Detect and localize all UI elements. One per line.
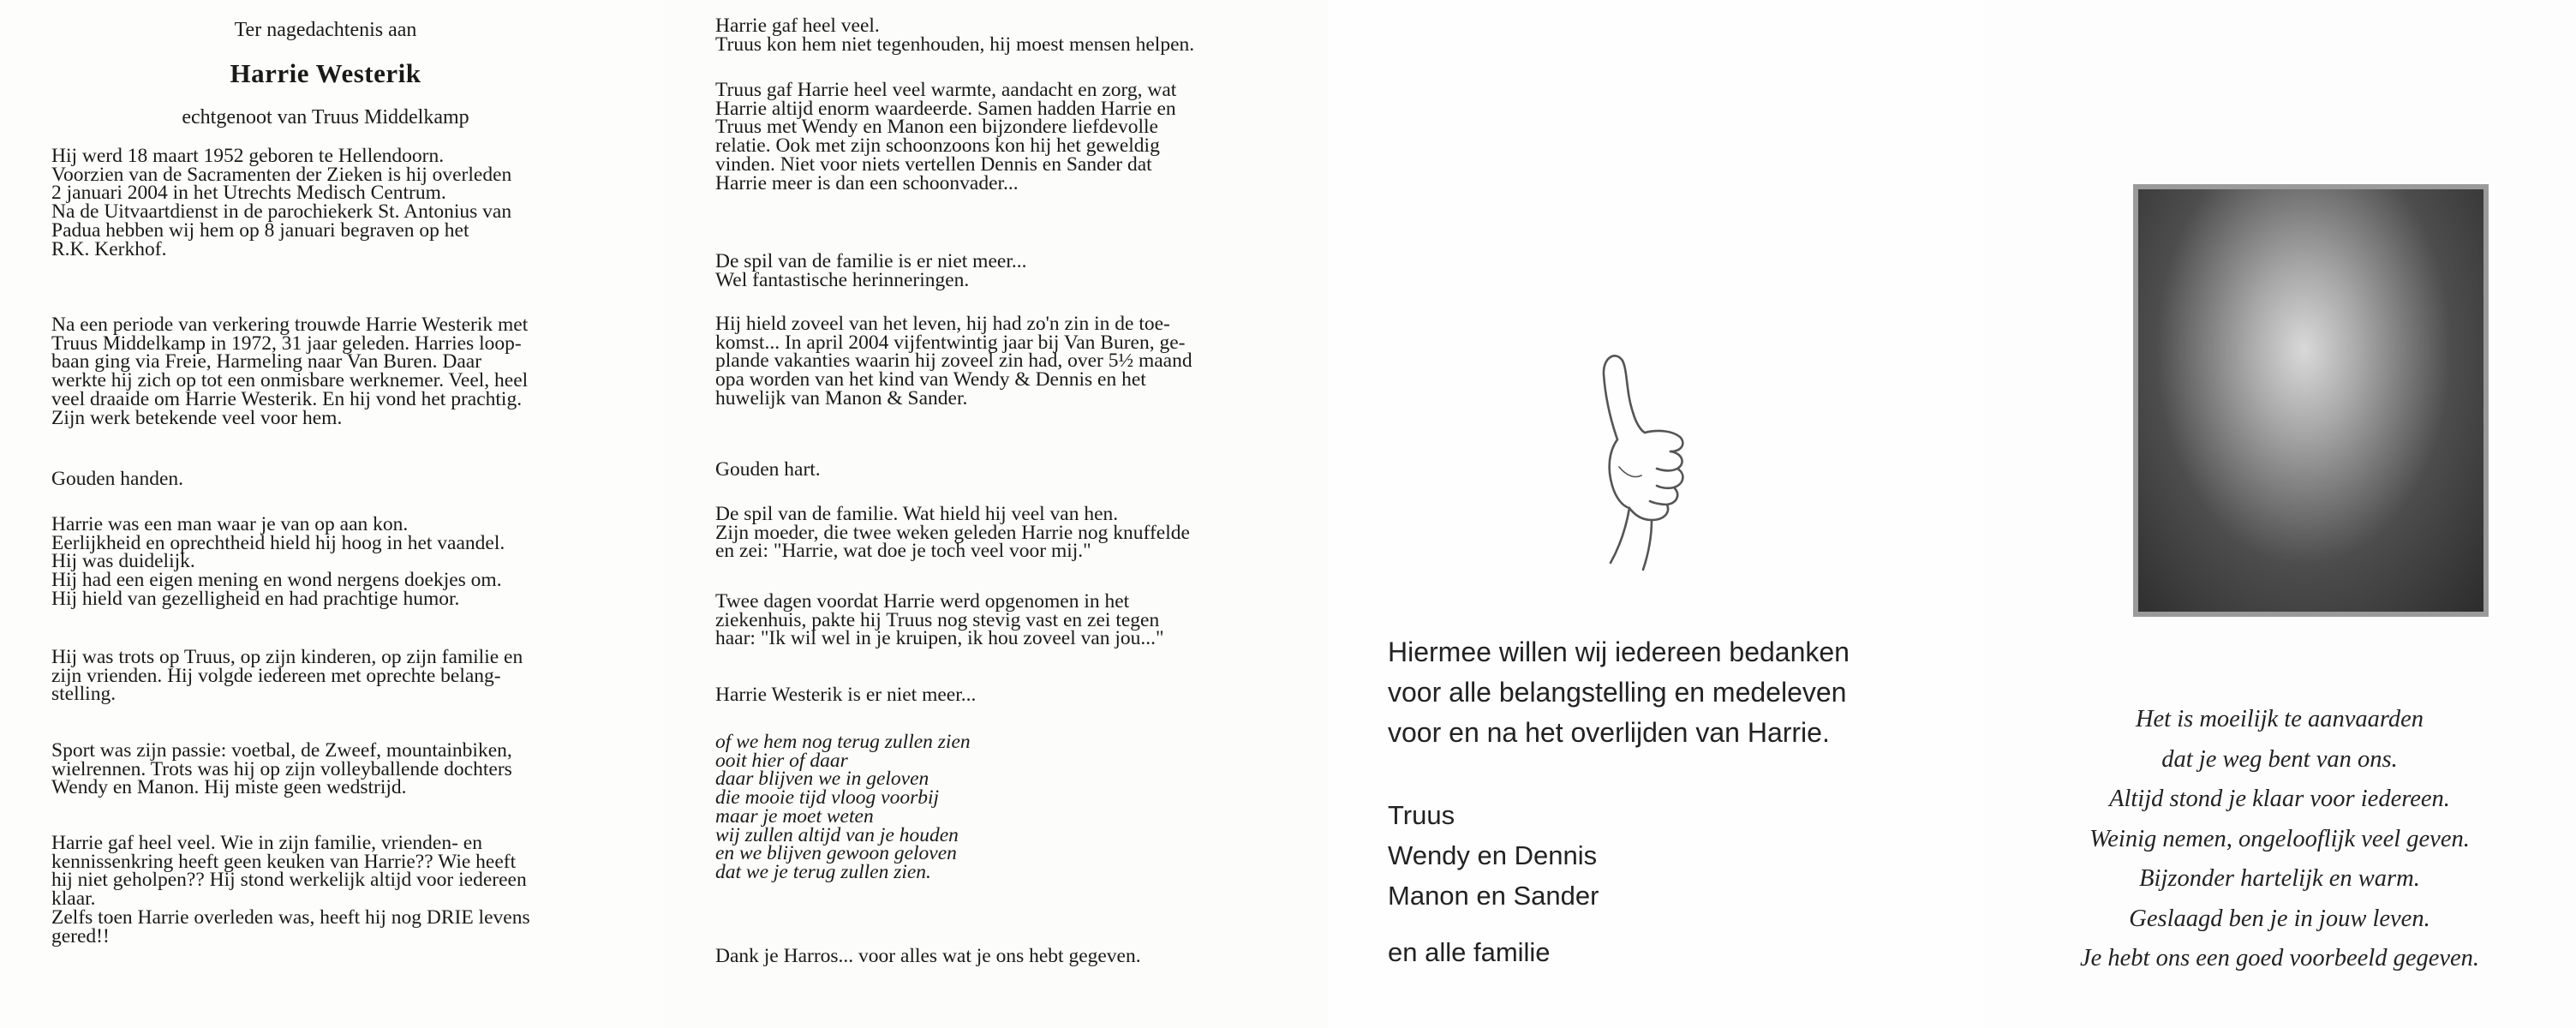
header-in-memory: Ter nagedachtenis aan bbox=[234, 19, 417, 41]
text-line: De spil van de familie. Wat hield hij veel van hen. bbox=[715, 503, 1119, 525]
verse-line: Weinig nemen, ongelooflijk veel geven. bbox=[2089, 825, 2470, 852]
family-name: Wendy en Dennis bbox=[1388, 840, 1598, 870]
poem-line: dat we je terug zullen zien. bbox=[715, 860, 931, 883]
thanks-line: Hiermee willen wij iedereen bedanken bbox=[1388, 637, 1850, 667]
paragraph bbox=[51, 316, 591, 427]
panel-obituary-right bbox=[664, 0, 1328, 1028]
text-line: Twee dagen voordat Harrie werd opgenomen in het bbox=[715, 590, 1130, 613]
text-line: komst... In april 2004 vijfentwintig jaar bij Van Buren, ge- bbox=[715, 331, 1186, 354]
text-line: plande vakanties waarin hij zoveel zin had, over 5½ maand bbox=[715, 350, 1192, 373]
family-name: Truus bbox=[1388, 800, 1455, 830]
thanks-line: voor en na het overlijden van Harrie. bbox=[1388, 717, 1830, 748]
text-line: Hij was duidelijk. bbox=[51, 550, 195, 573]
verse-line: Bijzonder hartelijk en warm. bbox=[2139, 865, 2420, 892]
text-line: Truus kon hem niet tegenhouden, hij moest mensen helpen. bbox=[715, 33, 1195, 56]
paragraph bbox=[51, 648, 591, 704]
text-line: werkte hij zich op tot een onmisbare werknemer. Veel, heel bbox=[51, 369, 529, 392]
family-name: Manon en Sander bbox=[1388, 881, 1599, 911]
panel-portrait bbox=[1983, 0, 2576, 1028]
poem-line: wij zullen altijd van je houden bbox=[715, 823, 959, 846]
text-line: wielrennen. Trots was hij op zijn volleyballende dochters bbox=[51, 757, 512, 780]
verse-line: Het is moeilijk te aanvaarden bbox=[2135, 706, 2424, 732]
text-line: Wel fantastische herinneringen. bbox=[715, 268, 970, 291]
text-line: Truus met Wendy en Manon een bijzondere liefdevolle bbox=[715, 116, 1158, 139]
text-line: haar: "Ik wil wel in je kruipen, ik hou zoveel van jou..." bbox=[715, 627, 1164, 650]
paragraph bbox=[715, 590, 1255, 650]
text-line: 2 januari 2004 in het Utrechts Medisch Centrum. bbox=[51, 182, 446, 205]
text-line: Hij hield zoveel van het leven, hij had zo'n zin in de toe- bbox=[715, 313, 1170, 335]
text-line: en zei: "Harrie, wat doe je toch veel voor mij." bbox=[715, 540, 1091, 563]
text-line: Na de Uitvaartdienst in de parochiekerk St. Antonius van bbox=[51, 200, 512, 224]
text-line: Zijn moeder, die twee weken geleden Harrie nog knuffelde bbox=[715, 521, 1190, 544]
paragraph bbox=[715, 458, 1255, 481]
paragraph bbox=[715, 250, 1255, 291]
paragraph bbox=[715, 315, 1255, 409]
paragraph bbox=[715, 17, 1255, 54]
paragraph bbox=[51, 834, 591, 946]
verse-line: Geslaagd ben je in jouw leven. bbox=[2129, 905, 2430, 932]
text-line: stelling. bbox=[51, 683, 117, 706]
text-line: Voorzien van de Sacramenten der Zieken is hij overleden bbox=[51, 163, 512, 186]
portrait-frame bbox=[2133, 184, 2489, 617]
panel-obituary-left bbox=[0, 0, 664, 1028]
text-line: gered!! bbox=[51, 924, 110, 947]
poem-line: daar blijven we in geloven bbox=[715, 768, 929, 791]
text-line: Hij werd 18 maart 1952 geboren te Hellendoorn. bbox=[51, 145, 445, 167]
text-line: zijn vrienden. Hij volgde iedereen met oprechte belang- bbox=[51, 664, 501, 687]
text-line: klaar. bbox=[51, 888, 96, 911]
thanks-message bbox=[1388, 632, 1919, 753]
text-line: Hij was trots op Truus, op zijn kinderen, op zijn familie en bbox=[51, 646, 523, 668]
verse-line: Je hebt ons een goed voorbeeld gegeven. bbox=[2079, 945, 2480, 971]
text-line: Na een periode van verkering trouwde Harrie Westerik met bbox=[51, 314, 529, 336]
text-line: Truus gaf Harrie heel veel warmte, aandacht en zorg, wat bbox=[715, 79, 1177, 101]
verse-line: Altijd stond je klaar voor iedereen. bbox=[2109, 786, 2450, 812]
text-line: Padua hebben wij hem op 8 januari begraven op het bbox=[51, 218, 469, 242]
text-line: vinden. Niet voor niets vertellen Dennis en Sander dat bbox=[715, 152, 1152, 176]
paragraph bbox=[51, 739, 591, 799]
text-line: Eerlijkheid en oprechtheid hield hij hoog in het vaandel. bbox=[51, 531, 505, 554]
family-names bbox=[1388, 795, 1730, 916]
all-family-line: en alle familie bbox=[1388, 937, 1551, 967]
text-line: ziekenhuis, pakte hij Truus nog stevig vast en zei tegen bbox=[715, 608, 1160, 631]
text-line: Harrie meer is dan een schoonvader... bbox=[715, 171, 1019, 194]
text-line: De spil van de familie is er niet meer... bbox=[715, 250, 1027, 272]
text-line: Harrie gaf heel veel. Wie in zijn familie, vrienden- en bbox=[51, 832, 482, 854]
poem-line: en we blijven gewoon geloven bbox=[715, 842, 957, 865]
portrait-photo bbox=[2138, 189, 2483, 612]
text-line: R.K. Kerkhof. bbox=[51, 237, 167, 260]
text-line: Gouden handen. bbox=[51, 468, 184, 490]
text-line: hij niet geholpen?? Hij stond werkelijk altijd voor iedereen bbox=[51, 869, 527, 892]
paragraph bbox=[715, 81, 1255, 193]
spouse-subtitle: echtgenoot van Truus Middelkamp bbox=[182, 106, 469, 128]
poem-line: die mooie tijd vloog voorbij bbox=[715, 786, 940, 810]
text-line: veel draaide om Harrie Westerik. En hij vond het prachtig. bbox=[51, 387, 523, 410]
paragraph bbox=[51, 513, 591, 610]
text-line: opa worden van het kind van Wendy & Dennis en het bbox=[715, 368, 1146, 391]
poem bbox=[715, 733, 1255, 882]
text-line: Hij hield van gezelligheid en had prachtige humor. bbox=[51, 587, 460, 610]
thumbs-up-hand-icon bbox=[1585, 338, 1696, 574]
text-line: Harrie was een man waar je van op aan kon. bbox=[51, 513, 409, 535]
text-line: kennissenkring heeft geen keuken van Harrie?? Wie heeft bbox=[51, 850, 517, 873]
poem-line: of we hem nog terug zullen zien bbox=[715, 731, 971, 753]
text-line: Truus Middelkamp in 1972, 31 jaar geleden. Harries loop- bbox=[51, 332, 522, 355]
text-line: Harrie altijd enorm waardeerde. Samen hadden Harrie en bbox=[715, 97, 1176, 120]
closing-line: Dank je Harros... voor alles wat je ons hebt gegeven. bbox=[715, 945, 1141, 967]
poem-line: ooit hier of daar bbox=[715, 749, 848, 772]
text-line: baan ging via Freie, Harmeling naar Van Buren. Daar bbox=[51, 350, 482, 374]
paragraph bbox=[51, 470, 591, 489]
paragraph bbox=[715, 505, 1255, 561]
paragraph bbox=[715, 686, 1255, 705]
text-line: huwelijk van Manon & Sander. bbox=[715, 386, 968, 409]
panel-thanks bbox=[1328, 0, 1983, 1028]
verse-line: dat je weg bent van ons. bbox=[2161, 745, 2398, 773]
text-line: Harrie gaf heel veel. bbox=[715, 15, 880, 37]
text-line: Wendy en Manon. Hij miste geen wedstrijd. bbox=[51, 776, 407, 799]
text-line: Zijn werk betekende veel voor hem. bbox=[51, 406, 343, 429]
text-line: Sport was zijn passie: voetbal, de Zweef, mountainbiken, bbox=[51, 739, 512, 762]
poem-line: maar je moet weten bbox=[715, 804, 874, 828]
paragraph bbox=[51, 147, 591, 259]
thanks-line: voor alle belangstelling en medeleven bbox=[1388, 677, 1847, 708]
deceased-name: Harrie Westerik bbox=[230, 58, 421, 88]
text-line: Harrie Westerik is er niet meer... bbox=[715, 684, 977, 706]
text-line: relatie. Ook met zijn schoonzoons kon hij het geweldig bbox=[715, 134, 1160, 158]
text-line: Gouden hart. bbox=[715, 458, 821, 481]
memorial-verse bbox=[1983, 700, 2576, 979]
text-line: Zelfs toen Harrie overleden was, heeft hij nog DRIE levens bbox=[51, 905, 530, 929]
text-line: Hij had een eigen mening en wond nergens doekjes om. bbox=[51, 569, 502, 592]
